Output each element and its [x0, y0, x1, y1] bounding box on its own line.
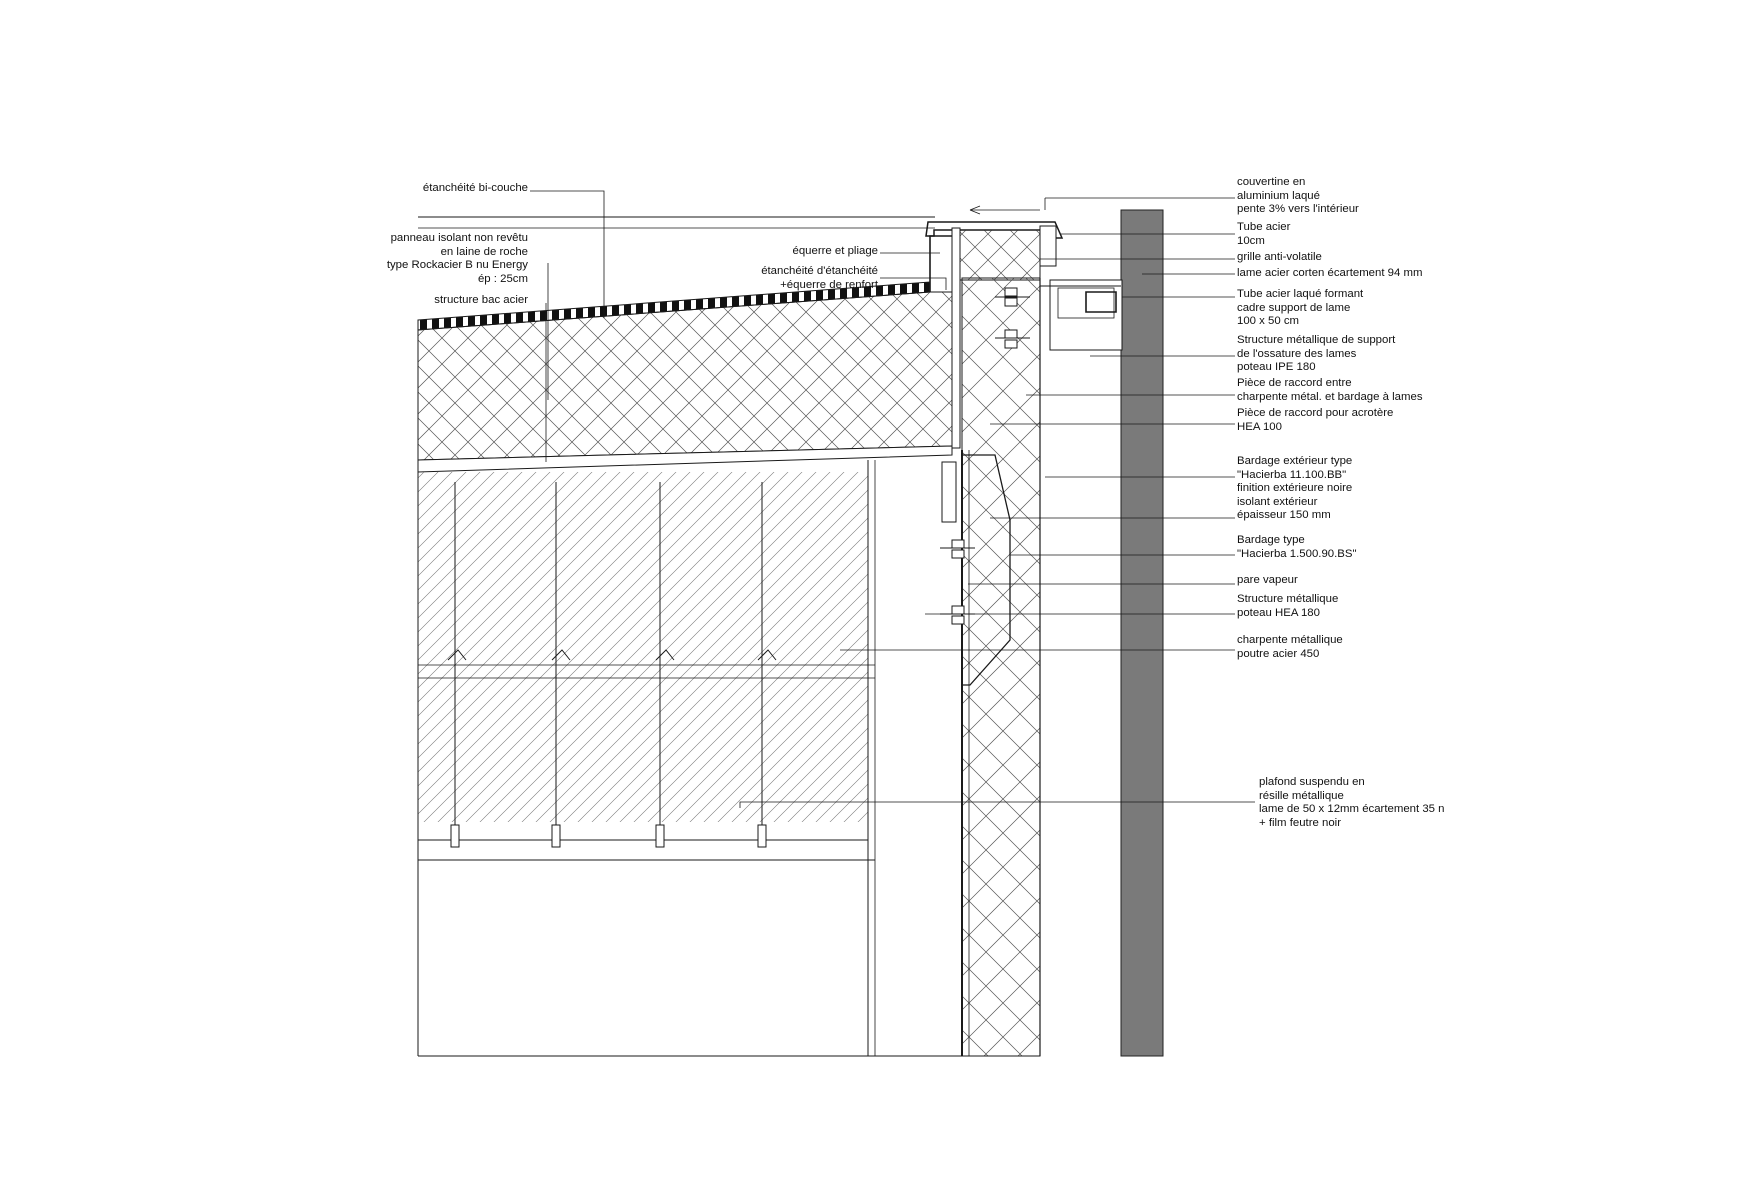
parapet-upstand: [952, 228, 960, 448]
beam-zone: [418, 472, 868, 822]
label-bardage-exterieur: Bardage extérieur type "Hacierba 11.100.BB" finition extérieure noire isolant extérieur épaisseur 150 mm: [1237, 455, 1353, 522]
corten-blade: [1121, 210, 1163, 1056]
label-lame-corten: lame acier corten écartement 94 mm: [1237, 267, 1423, 279]
label-pare-vapeur: pare vapeur: [1237, 574, 1298, 586]
label-equerre-pliage: équerre et pliage: [792, 245, 878, 257]
acrotere-insulation: [960, 230, 1040, 280]
acrotere-tube: [1040, 226, 1056, 266]
label-bardage-type: Bardage type "Hacierba 1.500.90.BS": [1237, 534, 1357, 560]
parapet-flashing: [930, 236, 952, 292]
label-panneau-isolant: panneau isolant non revêtu en laine de roche type Rockacier B nu Energy ép : 25cm: [386, 232, 528, 285]
label-charpente: charpente métallique poutre acier 450: [1237, 634, 1343, 660]
hea-flange: [942, 462, 956, 522]
label-structure-hea: Structure métallique poteau HEA 180: [1237, 593, 1339, 619]
label-grille: grille anti-volatile: [1237, 251, 1322, 263]
label-structure-bac-acier: structure bac acier: [434, 294, 528, 306]
label-couvertine: couvertine en aluminium laqué pente 3% vers l'intérieur: [1237, 176, 1359, 216]
label-piece-raccord-bardage: Pièce de raccord entre charpente métal. et bardage à lames: [1237, 377, 1423, 403]
label-tube-laque: Tube acier laqué formant cadre support de lame 100 x 50 cm: [1237, 288, 1364, 328]
label-structure-support: Structure métallique de support de l'ossature des lames poteau IPE 180: [1237, 334, 1396, 374]
label-tube-acier: Tube acier 10cm: [1237, 221, 1291, 247]
label-piece-raccord-acrotere: Pièce de raccord pour acrotère HEA 100: [1237, 407, 1394, 433]
label-plafond: plafond suspendu en résille métallique lame de 50 x 12mm écartement 35 n + film feutre noir: [1259, 776, 1445, 829]
label-etancheite-bicouche: étanchéité bi-couche: [422, 182, 528, 194]
label-etancheite-etancheite: étanchéité d'étanchéité +équerre de renfort: [761, 265, 878, 291]
